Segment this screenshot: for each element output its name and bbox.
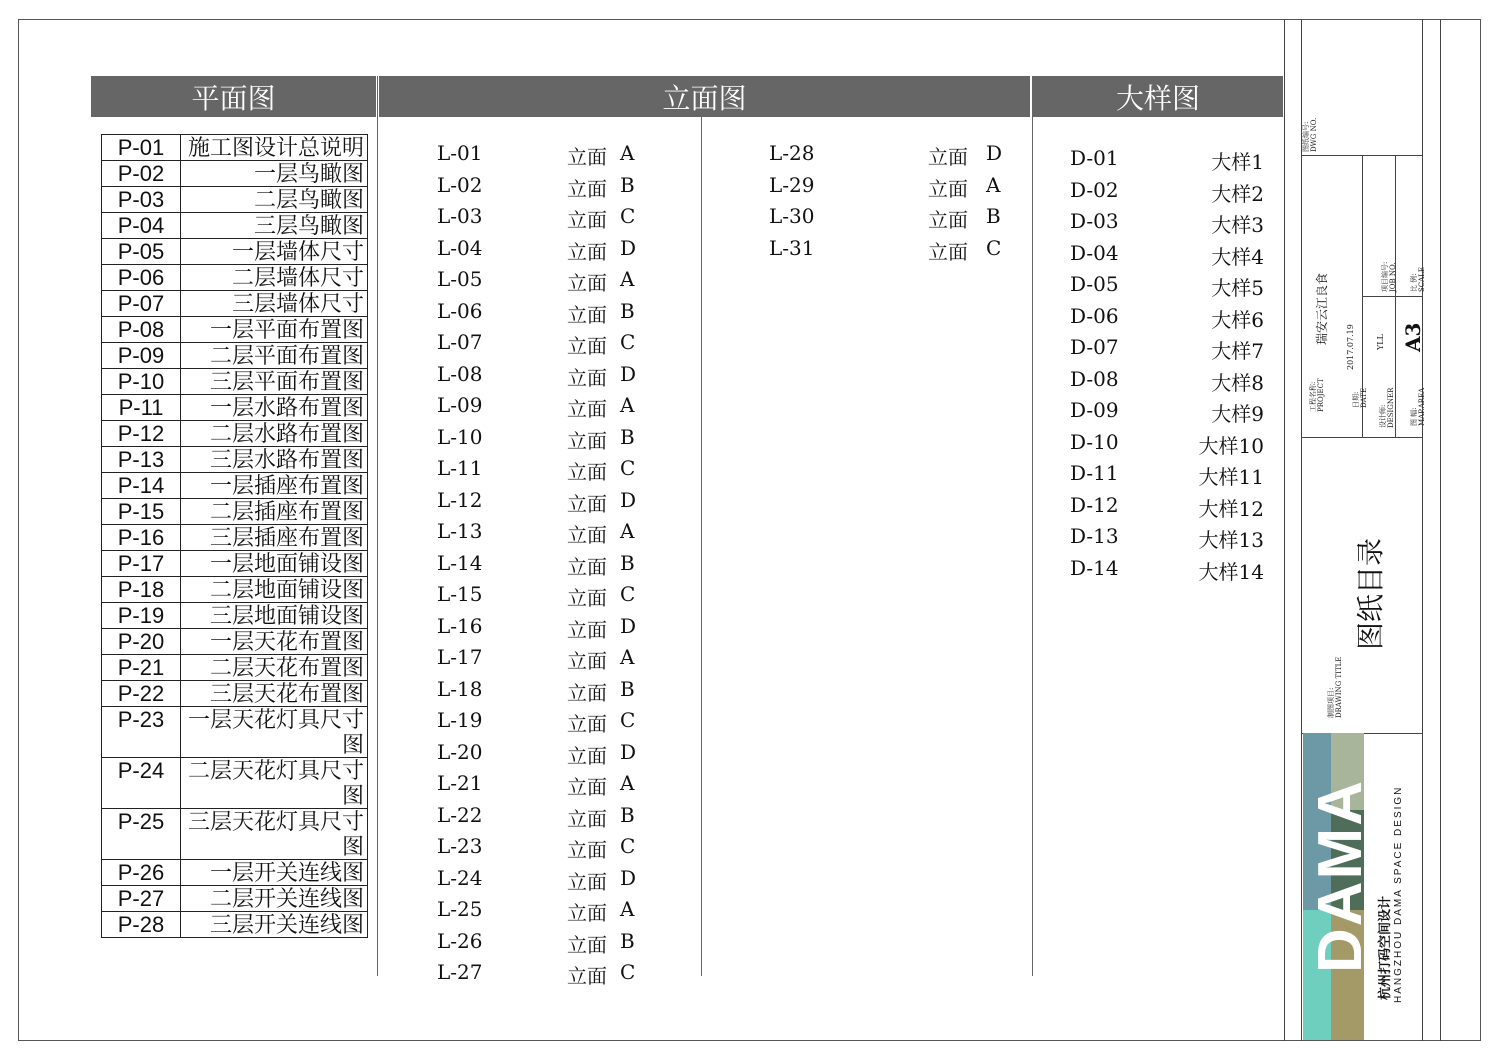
plan-code: P-11 — [102, 395, 181, 421]
elevation-letter: D — [620, 865, 637, 890]
detail-code: D-12 — [1070, 492, 1119, 517]
elevation-letter: C — [620, 834, 636, 858]
table-row — [102, 421, 368, 447]
elevation-name: 立面 — [928, 208, 968, 232]
plan-name — [181, 265, 368, 291]
logo-text: DAMA — [1306, 779, 1375, 973]
detail-name: 大样8 — [1211, 370, 1264, 395]
plan-code: P-08 — [102, 317, 181, 343]
header-detail: 大样图 — [1033, 76, 1283, 117]
elevation-letter: A — [620, 771, 635, 795]
plan-name — [181, 395, 368, 421]
plan-name-text: 施工图设计总说明 — [187, 135, 364, 160]
elevation-name: 立面 — [567, 239, 607, 264]
elevation-code: L-25 — [437, 897, 483, 921]
table-row — [102, 860, 368, 886]
elevation-letter: C — [620, 960, 636, 984]
elevation-name: 立面 — [928, 176, 968, 201]
table-row — [102, 525, 368, 551]
table-row — [102, 473, 368, 499]
separator-line — [1032, 76, 1033, 976]
header-plan: 平面图 — [91, 76, 376, 117]
table-row — [102, 135, 368, 161]
elevation-code: L-02 — [437, 172, 483, 197]
plan-name — [181, 758, 368, 809]
elevation-code: L-30 — [769, 204, 815, 228]
plan-name — [181, 707, 368, 758]
map-area-label: 图 幅: MAP.AREA — [1410, 387, 1426, 426]
plan-name-text: 二层插座布置图 — [209, 499, 364, 524]
plan-name — [181, 912, 368, 938]
elevation-letter: B — [620, 172, 635, 197]
logo-color-block — [1331, 1010, 1364, 1040]
table-row — [102, 447, 368, 473]
plan-code: P-09 — [102, 343, 181, 369]
plan-code: P-07 — [102, 291, 181, 317]
elevation-code: L-11 — [437, 456, 483, 480]
elevation-letter: C — [620, 708, 636, 732]
separator-line — [701, 117, 702, 976]
date-value: 2017.07.19 — [1346, 324, 1355, 370]
plan-name — [181, 213, 368, 239]
elevation-letter: A — [620, 267, 635, 291]
elevation-name: 立面 — [567, 460, 607, 484]
detail-name: 大样14 — [1198, 559, 1264, 584]
plan-code: P-22 — [102, 681, 181, 707]
elevation-name: 立面 — [567, 208, 607, 232]
plan-name-text: 三层地面铺设图 — [209, 603, 364, 628]
elevation-name: 立面 — [567, 334, 607, 358]
plan-name-text: 三层天花灯具尺寸 — [187, 809, 364, 834]
plan-name-text: 二层鸟瞰图 — [253, 187, 364, 212]
elevation-name: 立面 — [567, 397, 607, 421]
plan-name — [181, 577, 368, 603]
plan-code: P-21 — [102, 655, 181, 681]
plan-name-text: 一层天花布置图 — [209, 629, 364, 654]
elevation-code: L-20 — [437, 739, 483, 764]
plan-name — [181, 239, 368, 265]
designer-value: YLL — [1376, 334, 1385, 350]
elevation-name: 立面 — [567, 838, 607, 862]
plan-name — [181, 343, 368, 369]
table-row — [102, 886, 368, 912]
date-label: 日期: DATE — [1352, 387, 1368, 408]
plan-name — [181, 886, 368, 912]
plan-name-text: 二层墙体尺寸 — [231, 265, 364, 290]
elevation-code: L-06 — [437, 298, 483, 323]
plan-name — [181, 317, 368, 343]
scale-label: 比 例: SCALE — [1410, 267, 1426, 292]
plan-name-text: 三层水路布置图 — [209, 447, 364, 472]
elevation-letter: C — [620, 456, 636, 480]
table-row — [102, 239, 368, 265]
detail-code: D-01 — [1070, 146, 1119, 170]
plan-code: P-15 — [102, 499, 181, 525]
plan-name-text: 二层地面铺设图 — [209, 577, 364, 602]
plan-code: P-16 — [102, 525, 181, 551]
table-row — [102, 213, 368, 239]
elevation-letter: C — [620, 582, 636, 606]
plan-name — [181, 525, 368, 551]
elevation-code: L-09 — [437, 393, 483, 417]
logo-color-block — [1303, 1010, 1331, 1040]
table-row — [102, 809, 368, 860]
plan-name-text: 一层开关连线图 — [209, 860, 364, 885]
plan-name — [181, 473, 368, 499]
elevation-code: L-08 — [437, 361, 483, 386]
elevation-name: 立面 — [928, 145, 968, 169]
elevation-letter: D — [620, 235, 637, 260]
detail-code: D-11 — [1070, 461, 1119, 485]
plan-code: P-13 — [102, 447, 181, 473]
table-row — [102, 758, 368, 809]
table-row — [102, 343, 368, 369]
elevation-letter: A — [620, 393, 635, 417]
plan-name — [181, 421, 368, 447]
elevation-letter: A — [620, 897, 635, 921]
elevation-code: L-22 — [437, 802, 483, 827]
table-row — [102, 395, 368, 421]
elevation-name: 立面 — [567, 586, 607, 610]
elevation-letter: A — [620, 645, 635, 669]
plan-name-text: 二层水路布置图 — [209, 421, 364, 446]
detail-name: 大样3 — [1211, 213, 1264, 237]
elevation-letter: C — [620, 330, 636, 354]
plan-name-text: 一层平面布置图 — [209, 317, 364, 342]
detail-code: D-06 — [1070, 303, 1119, 328]
plan-name-text: 一层墙体尺寸 — [231, 239, 364, 264]
elevation-code: L-29 — [769, 172, 815, 197]
detail-name: 大样7 — [1211, 339, 1264, 363]
table-row — [102, 603, 368, 629]
elevation-code: L-10 — [437, 424, 483, 449]
plan-name-text: 三层天花布置图 — [209, 681, 364, 706]
plan-code: P-28 — [102, 912, 181, 938]
plan-name-text: 一层地面铺设图 — [209, 551, 364, 576]
plan-code: P-19 — [102, 603, 181, 629]
elevation-code: L-13 — [437, 519, 483, 543]
elevation-code: L-15 — [437, 582, 483, 606]
plan-code: P-26 — [102, 860, 181, 886]
plan-name — [181, 655, 368, 681]
elevation-name: 立面 — [567, 901, 607, 925]
elevation-letter: B — [620, 928, 635, 953]
detail-name: 大样6 — [1211, 307, 1264, 332]
elevation-name: 立面 — [567, 964, 607, 988]
plan-code: P-04 — [102, 213, 181, 239]
plan-code: P-24 — [102, 758, 181, 809]
detail-name: 大样10 — [1198, 433, 1264, 458]
plan-code: P-02 — [102, 161, 181, 187]
elevation-letter: D — [620, 361, 637, 386]
plan-name — [181, 499, 368, 525]
plan-code: P-03 — [102, 187, 181, 213]
company-en: HANGZHOU DAMA SPACE DESIGN — [1393, 785, 1404, 1003]
elevation-name: 立面 — [567, 806, 607, 831]
plan-name — [181, 447, 368, 473]
plan-code: P-05 — [102, 239, 181, 265]
detail-name: 大样1 — [1211, 150, 1264, 174]
elevation-code: L-14 — [437, 550, 483, 575]
elevation-name: 立面 — [567, 523, 607, 547]
plan-name-text: 二层天花灯具尺寸 — [187, 758, 364, 783]
plan-code: P-14 — [102, 473, 181, 499]
project-label: 工程名称: PROJECT — [1309, 378, 1325, 412]
detail-code: D-05 — [1070, 272, 1119, 296]
elevation-code: L-31 — [769, 235, 815, 260]
elevation-code: L-03 — [437, 204, 483, 228]
plan-name — [181, 161, 368, 187]
plan-name — [181, 603, 368, 629]
elevation-code: L-23 — [437, 834, 483, 858]
elevation-code: L-18 — [437, 676, 483, 701]
plan-name — [181, 681, 368, 707]
designer-label: 设计师: DESIGNER — [1379, 387, 1395, 428]
plan-code: P-18 — [102, 577, 181, 603]
elevation-name: 立面 — [567, 491, 607, 516]
table-row — [102, 629, 368, 655]
detail-code: D-13 — [1070, 524, 1119, 548]
elevation-name: 立面 — [567, 932, 607, 957]
detail-code: D-10 — [1070, 429, 1119, 454]
elevation-letter: C — [986, 235, 1002, 260]
elevation-name: 立面 — [567, 365, 607, 390]
elevation-letter: D — [620, 739, 637, 764]
elevation-name: 立面 — [567, 176, 607, 201]
table-row — [102, 161, 368, 187]
plan-name — [181, 860, 368, 886]
detail-code: D-02 — [1070, 177, 1119, 202]
elevation-code: L-27 — [437, 960, 483, 984]
dama-logo — [1303, 733, 1375, 1040]
plan-name — [181, 809, 368, 860]
plan-name-text: 三层墙体尺寸 — [231, 291, 364, 316]
plan-code: P-20 — [102, 629, 181, 655]
elevation-name: 立面 — [567, 743, 607, 768]
detail-name: 大样13 — [1198, 528, 1264, 552]
table-row — [102, 707, 368, 758]
elevation-code: L-12 — [437, 487, 483, 512]
separator-line — [377, 76, 378, 976]
elevation-code: L-26 — [437, 928, 483, 953]
plan-code: P-12 — [102, 421, 181, 447]
elevation-name: 立面 — [567, 428, 607, 453]
plan-code: P-01 — [102, 135, 181, 161]
elevation-letter: A — [986, 172, 1001, 197]
elevation-letter: B — [986, 204, 1001, 228]
plan-name-text: 一层插座布置图 — [209, 473, 364, 498]
drawing-title-label: 制图项目: DRAWING TITLE — [1327, 656, 1343, 718]
plan-name-text: 二层开关连线图 — [209, 886, 364, 911]
detail-code: D-03 — [1070, 209, 1119, 233]
elevation-name: 立面 — [567, 712, 607, 736]
elevation-code: L-05 — [437, 267, 483, 291]
elevation-code: L-16 — [437, 613, 483, 638]
elevation-code: L-24 — [437, 865, 483, 890]
detail-code: D-09 — [1070, 398, 1119, 422]
elevation-name: 立面 — [567, 649, 607, 673]
table-row — [102, 577, 368, 603]
project-name: 瑞安云江良食 — [1315, 272, 1329, 345]
plan-name — [181, 369, 368, 395]
plan-name — [181, 187, 368, 213]
table-row — [102, 681, 368, 707]
elevation-code: L-04 — [437, 235, 483, 260]
detail-name: 大样2 — [1211, 181, 1264, 206]
table-row — [102, 369, 368, 395]
plan-code: P-23 — [102, 707, 181, 758]
elevation-letter: A — [620, 519, 635, 543]
detail-name: 大样9 — [1211, 402, 1264, 426]
elevation-letter: B — [620, 298, 635, 323]
table-row — [102, 317, 368, 343]
elevation-name: 立面 — [928, 239, 968, 264]
elevation-letter: B — [620, 550, 635, 575]
plan-name-text: 三层平面布置图 — [209, 369, 364, 394]
elevation-code: L-21 — [437, 771, 483, 795]
detail-code: D-08 — [1070, 366, 1119, 391]
elevation-letter: D — [620, 487, 637, 512]
plan-name-text: 一层天花灯具尺寸 — [187, 707, 364, 732]
elevation-code: L-28 — [769, 141, 815, 165]
elevation-name: 立面 — [567, 271, 607, 295]
elevation-name: 立面 — [567, 554, 607, 579]
plan-name-text: 三层鸟瞰图 — [253, 213, 364, 238]
plan-name — [181, 629, 368, 655]
plan-name — [181, 291, 368, 317]
elevation-code: L-07 — [437, 330, 483, 354]
plan-table — [101, 134, 368, 938]
elevation-letter: D — [986, 141, 1003, 165]
elevation-letter: B — [620, 676, 635, 701]
plan-code: P-10 — [102, 369, 181, 395]
detail-name: 大样11 — [1198, 465, 1264, 489]
elevation-name: 立面 — [567, 775, 607, 799]
plan-name-text: 二层天花布置图 — [209, 655, 364, 680]
table-row — [102, 655, 368, 681]
plan-code: P-17 — [102, 551, 181, 577]
plan-name — [181, 551, 368, 577]
detail-code: D-14 — [1070, 555, 1119, 580]
dwg-no-label: 图纸编号: DWG NO. — [1302, 117, 1318, 152]
elevation-code: L-19 — [437, 708, 483, 732]
company-cn: 杭州打码空间设计 — [1378, 895, 1393, 1000]
detail-code: D-04 — [1070, 240, 1119, 265]
map-area-value: A3 — [1401, 322, 1425, 352]
table-row — [102, 499, 368, 525]
elevation-name: 立面 — [567, 869, 607, 894]
elevation-code: L-17 — [437, 645, 483, 669]
elevation-letter: B — [620, 424, 635, 449]
plan-name-text: 图 — [341, 783, 364, 808]
detail-code: D-07 — [1070, 335, 1119, 359]
plan-code: P-06 — [102, 265, 181, 291]
plan-name-text: 三层开关连线图 — [209, 912, 364, 937]
plan-name-text: 图 — [341, 732, 364, 757]
detail-name: 大样12 — [1198, 496, 1264, 521]
table-row — [102, 265, 368, 291]
plan-name-text: 二层平面布置图 — [209, 343, 364, 368]
elevation-letter: C — [620, 204, 636, 228]
elevation-name: 立面 — [567, 145, 607, 169]
detail-name: 大样4 — [1211, 244, 1264, 269]
table-row — [102, 551, 368, 577]
header-elevation: 立面图 — [379, 76, 1030, 117]
table-row — [102, 187, 368, 213]
plan-name-text: 一层水路布置图 — [209, 395, 364, 420]
detail-name: 大样5 — [1211, 276, 1264, 300]
elevation-code: L-01 — [437, 141, 483, 165]
table-row — [102, 291, 368, 317]
plan-name — [181, 135, 368, 161]
job-no-label: 项目编号: JOB NO. — [1381, 261, 1397, 292]
table-row — [102, 912, 368, 938]
elevation-letter: A — [620, 141, 635, 165]
elevation-name: 立面 — [567, 617, 607, 642]
plan-code: P-25 — [102, 809, 181, 860]
plan-name-text: 图 — [341, 834, 364, 859]
elevation-name: 立面 — [567, 302, 607, 327]
plan-code: P-27 — [102, 886, 181, 912]
plan-name-text: 三层插座布置图 — [209, 525, 364, 550]
elevation-name: 立面 — [567, 680, 607, 705]
elevation-letter: D — [620, 613, 637, 638]
drawing-title: 图纸目录 — [1354, 537, 1387, 650]
plan-name-text: 一层鸟瞰图 — [253, 161, 364, 186]
elevation-letter: B — [620, 802, 635, 827]
